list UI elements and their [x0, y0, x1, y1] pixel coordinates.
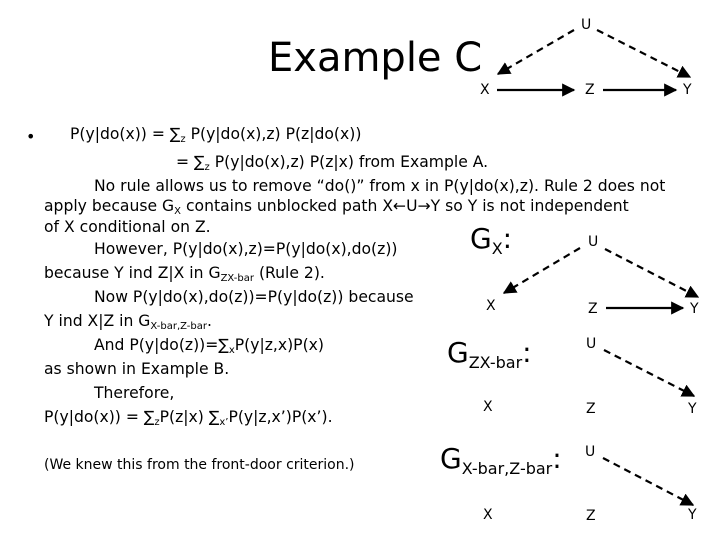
graph2-node-u: U — [588, 234, 599, 250]
text-line-14: (We knew this from the front-door criterion.) — [44, 457, 355, 473]
graph2-node-z: Z — [588, 301, 598, 317]
graph2-edge-u-x — [504, 248, 580, 293]
graph4-node-u: U — [585, 444, 596, 460]
graph4-node-z: Z — [586, 508, 596, 524]
graph-label-g-xbar-zbar: $G_{X-bar,Z-bar}$: — [440, 442, 562, 478]
graph3-node-y: Y — [688, 401, 697, 417]
text-line-10: And $P(y|do(z))=\sum_xP(y|z,x)P(x)$ — [94, 336, 324, 356]
arrow-right-icon: → — [417, 197, 431, 215]
graph4-node-y: Y — [688, 507, 697, 523]
text-line-12: Therefore, — [94, 384, 175, 402]
text-line-6: However, P(y|do(x),z)=P(y|do(x),do(z)) — [94, 240, 398, 258]
text-line-2: = $\sum_z$ P(y|do(x),z) P(z|x) from Example A. — [176, 153, 489, 173]
text-line-1: $P(y|do(x)) = \sum_z$ P(y|do(x),z) P(z|do(x)) — [70, 125, 362, 145]
graph2-node-y: Y — [690, 301, 699, 317]
graph1-edge-u-y — [597, 30, 690, 77]
text-line-9: Y ind X|Z in $G_{X-bar,Z-bar}$. — [44, 312, 212, 332]
text-line-3: No rule allows us to remove “do()” from x in P(y|do(x),z). Rule 2 does not — [94, 177, 666, 195]
graph3-edge-u-y — [604, 350, 694, 396]
graph2-edge-u-y — [605, 249, 698, 297]
graph1-node-z: Z — [585, 82, 595, 98]
bullet-marker: • — [26, 127, 36, 146]
graph1-node-u: U — [581, 17, 592, 33]
graph-label-g-zxbar: $G_{ZX-bar}$: — [447, 336, 532, 372]
graph3-node-z: Z — [586, 401, 596, 417]
text-line-13: $P(y|do(x)) = \sum_zP(z|x)$ $\sum_{x’}P(y|z,x’)P(x’)$. — [44, 408, 333, 428]
text-line-7: because Y ind Z|X in $G_{ZX-bar}$ (Rule 2). — [44, 264, 325, 284]
arrow-left-icon: ← — [393, 197, 407, 215]
text-line-4: apply because $G_X$ contains unblocked path X←U→Y so Y is not independent — [44, 197, 629, 217]
graph2-node-x: X — [486, 298, 496, 314]
graph4-node-x: X — [483, 507, 493, 523]
graph3-node-x: X — [483, 399, 493, 415]
text-line-8: Now P(y|do(x),do(z))=P(y|do(z)) because — [94, 288, 414, 306]
graph4-edge-u-y — [603, 458, 693, 505]
graph-label-g-x: $G_X$: — [470, 222, 513, 258]
graph1-node-x: X — [480, 82, 490, 98]
slide-title: Example C — [268, 35, 483, 81]
graph1-edge-u-x — [498, 30, 574, 74]
graph1-node-y: Y — [683, 82, 692, 98]
text-line-5: of X conditional on Z. — [44, 218, 211, 236]
graph3-node-u: U — [586, 336, 597, 352]
text-line-11: as shown in Example B. — [44, 360, 230, 378]
